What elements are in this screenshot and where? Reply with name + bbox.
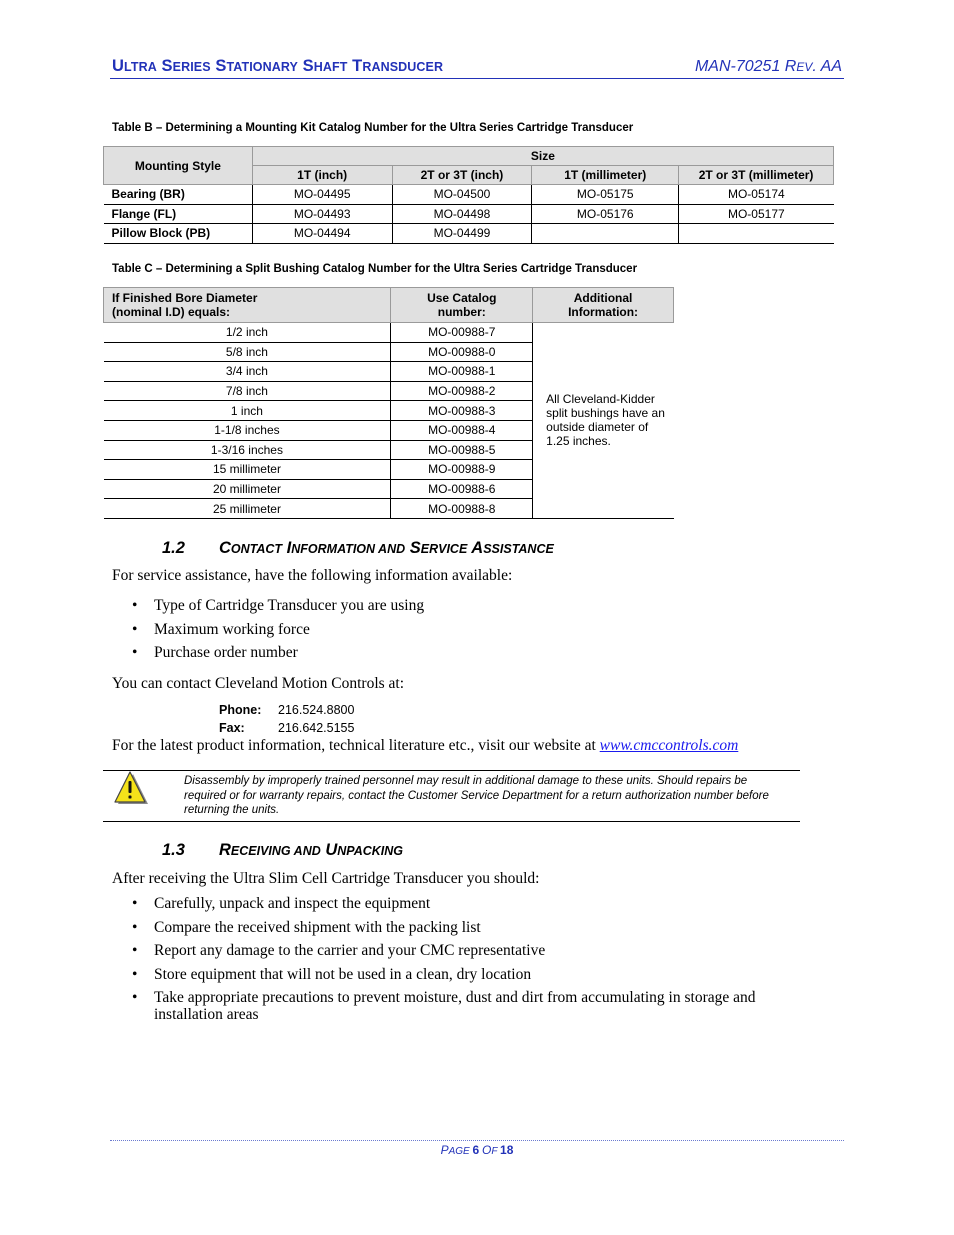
bore-cell: 20 millimeter — [104, 479, 391, 499]
receiving-intro: After receiving the Ultra Slim Cell Cartridge Transducer you should: — [112, 870, 540, 887]
website-line: For the latest product information, technical literature etc., visit our website at www.cmccontrols.com — [112, 737, 739, 754]
catalog-cell: MO-05176 — [532, 204, 679, 224]
service-info-list — [112, 597, 812, 661]
section-heading-receiving: 1.3 RECEIVING AND UNPACKING — [162, 841, 404, 859]
website-link[interactable]: www.cmccontrols.com — [599, 737, 739, 754]
additional-info-header: Additional Information: — [533, 288, 674, 323]
table-row — [104, 323, 674, 343]
contact-intro: You can contact Cleveland Motion Controls at: — [112, 675, 405, 692]
mounting-style-cell: Bearing (BR) — [104, 185, 253, 205]
receiving-steps-list — [112, 895, 792, 1023]
phone-line — [219, 703, 354, 717]
section-heading-contact: 1.2 CONTACT INFORMATION AND SERVICE ASSISTANCE — [162, 539, 554, 557]
list-item: • Compare the received shipment with the packing list — [112, 919, 792, 936]
bore-diameter-header: If Finished Bore Diameter (nominal I.D) equals: — [104, 288, 391, 323]
document-title: ULTRA SERIES STATIONARY SHAFT TRANSDUCER — [112, 57, 444, 75]
mounting-style-cell: Flange (FL) — [104, 204, 253, 224]
warning-text: Disassembly by improperly trained personnel may result in additional damage to these units. Should repairs be required or for warranty repairs, contact the Customer Service Department for a return authorization number before returning the units. — [184, 775, 769, 816]
catalog-cell: MO-00988-2 — [391, 381, 533, 401]
table-c-caption: Table C – Determining a Split Bushing Catalog Number for the Ultra Series Cartridge Transducer — [112, 263, 638, 275]
bore-cell: 25 millimeter — [104, 499, 391, 519]
size-column-header: 2T or 3T (inch) — [392, 166, 532, 185]
table-row — [104, 185, 834, 205]
bore-cell: 1-1/8 inches — [104, 420, 391, 440]
additional-info-cell: All Cleveland-Kidder split bushings have an outside diameter of 1.25 inches. — [533, 323, 674, 519]
footer-rule — [110, 1140, 844, 1141]
catalog-cell: MO-00988-9 — [391, 460, 533, 480]
catalog-cell: MO-00988-7 — [391, 323, 533, 343]
list-item: • Purchase order number — [112, 644, 812, 661]
mounting-kit-table — [103, 146, 834, 244]
catalog-cell: MO-05175 — [532, 185, 679, 205]
catalog-cell: MO-00988-1 — [391, 362, 533, 382]
split-bushing-table — [103, 287, 674, 519]
bore-cell: 5/8 inch — [104, 342, 391, 362]
table-row — [104, 224, 834, 244]
size-column-header: 1T (millimeter) — [532, 166, 679, 185]
bore-cell: 7/8 inch — [104, 381, 391, 401]
table-b-caption: Table B – Determining a Mounting Kit Catalog Number for the Ultra Series Cartridge Transducer — [112, 122, 634, 134]
table-row — [104, 204, 834, 224]
document-number: MAN-70251 REV. AA — [694, 58, 842, 75]
list-item: • Type of Cartridge Transducer you are using — [112, 597, 812, 614]
fax-number: 216.642.5155 — [278, 721, 355, 735]
warning-triangle-icon — [112, 771, 150, 807]
fax-label: Fax: — [219, 721, 245, 735]
catalog-cell — [532, 224, 679, 244]
size-column-header: 2T or 3T (millimeter) — [679, 166, 834, 185]
size-header: Size — [252, 147, 833, 166]
catalog-cell: MO-04495 — [252, 185, 392, 205]
mounting-style-cell: Pillow Block (PB) — [104, 224, 253, 244]
catalog-cell: MO-04500 — [392, 185, 532, 205]
catalog-cell — [679, 224, 834, 244]
catalog-cell: MO-04493 — [252, 204, 392, 224]
phone-label: Phone: — [219, 703, 262, 717]
catalog-cell: MO-00988-4 — [391, 420, 533, 440]
mounting-style-header: Mounting Style — [104, 147, 253, 185]
list-item: • Take appropriate precautions to prevent moisture, dust and dirt from accumulating in storage and installation areas — [112, 989, 792, 1023]
list-item: • Carefully, unpack and inspect the equipment — [112, 895, 792, 912]
header-rule — [110, 78, 844, 79]
catalog-cell: MO-04499 — [392, 224, 532, 244]
catalog-cell: MO-04498 — [392, 204, 532, 224]
bore-cell: 15 millimeter — [104, 460, 391, 480]
catalog-cell: MO-00988-3 — [391, 401, 533, 421]
catalog-cell: MO-05177 — [679, 204, 834, 224]
service-intro: For service assistance, have the following information available: — [112, 567, 513, 584]
catalog-cell: MO-00988-0 — [391, 342, 533, 362]
bore-cell: 1-3/16 inches — [104, 440, 391, 460]
bore-cell: 1 inch — [104, 401, 391, 421]
catalog-cell: MO-00988-5 — [391, 440, 533, 460]
list-item: • Store equipment that will not be used in a clean, dry location — [112, 966, 792, 983]
page-number: PAGE 6 OF 18 — [440, 1143, 514, 1157]
list-item: • Report any damage to the carrier and your CMC representative — [112, 942, 792, 959]
catalog-cell: MO-04494 — [252, 224, 392, 244]
list-item: • Maximum working force — [112, 621, 812, 638]
catalog-number-header: Use Catalog number: — [391, 288, 533, 323]
catalog-cell: MO-00988-8 — [391, 499, 533, 519]
catalog-cell: MO-00988-6 — [391, 479, 533, 499]
phone-number: 216.524.8800 — [278, 703, 355, 717]
bore-cell: 1/2 inch — [104, 323, 391, 343]
fax-line — [219, 721, 354, 735]
bore-cell: 3/4 inch — [104, 362, 391, 382]
catalog-cell: MO-05174 — [679, 185, 834, 205]
size-column-header: 1T (inch) — [252, 166, 392, 185]
